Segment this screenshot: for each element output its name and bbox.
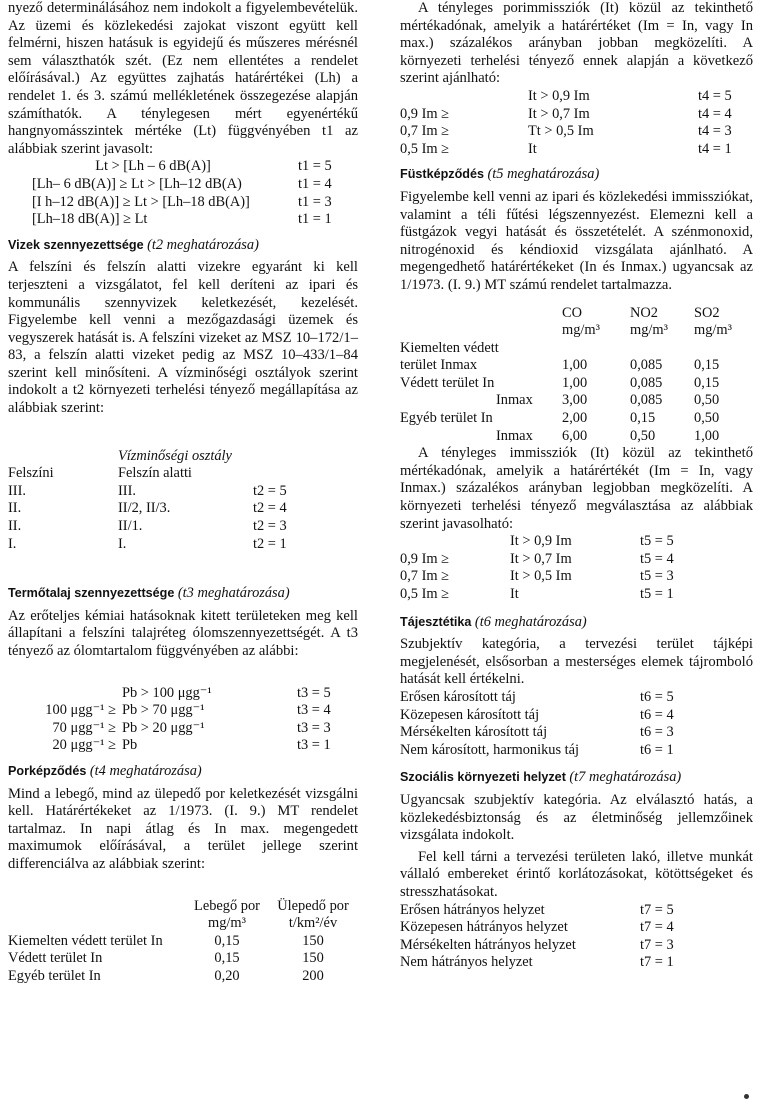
landscape-label: Közepesen károsított táj	[400, 706, 540, 723]
smoke-factor-cell	[400, 533, 510, 551]
dust-cell: 0,20	[214, 967, 240, 984]
smoke-col-unit: mg/m³	[630, 322, 668, 339]
water-cell: III.	[118, 482, 136, 499]
dust-paragraph: Mind a lebegő, mind az ülepedő por keletkezését vizsgálni kell. Határértékeket az 1/1973. (I. 9.) MT rendelet tartalmaz. In napi átlag és In max. megengedett maximumok előírásával, a terület jellege szerint differenciálva az alábbiak szerint:	[8, 785, 358, 872]
soil-subtitle: (t3 meghatározása)	[177, 585, 290, 602]
noise-condition: Lt > [Lh – 6 dB(A)]	[95, 158, 211, 175]
water-cell: III.	[8, 482, 26, 499]
dust-factor-table	[400, 88, 750, 158]
landscape-row	[400, 742, 750, 760]
noise-condition: [Lh–18 dB(A)] ≥ Lt	[32, 211, 148, 228]
dust-factor-value: t4 = 3	[698, 123, 732, 140]
noise-value: t1 = 1	[298, 211, 332, 228]
social-value: t7 = 3	[640, 936, 674, 953]
smoke-factor-cell: 0,7 Im ≥	[400, 568, 450, 585]
dust-col-header: Lebegő por	[194, 897, 260, 914]
dust-factor-cell	[400, 88, 528, 106]
smoke-factor-row	[400, 586, 750, 604]
smoke-row-label: Egyéb terület In	[400, 410, 493, 427]
water-title: Vizek szennyezettsége	[8, 237, 144, 252]
smoke-title: Füstképződés	[400, 167, 484, 182]
smoke-row	[400, 357, 753, 375]
smoke-cell: 1,00	[562, 357, 588, 374]
landscape-paragraph: Szubjektív kategória, a tervezési terület tájképi megjelenését, elsősorban a mesterséges elemek tájromboló hatását kell értékelni.	[400, 636, 753, 688]
smoke-factor-table	[400, 533, 750, 603]
water-row	[8, 518, 358, 536]
soil-lead-table	[8, 685, 358, 755]
dust-row-label: Védett terület In	[8, 950, 103, 967]
smoke-cell: 0,15	[630, 410, 656, 427]
social-label: Nem hátrányos helyzet	[400, 954, 533, 971]
dust-immission-paragraph: A tényleges porimmissziók (It) közül az tekinthető mértékadónak, amelyik a határértéket (Im = In, vagy In max.) százalékos arányban jobban megközelíti. A környezeti terhelési tényező ennek alapján a következő szerint ajánlható:	[400, 0, 753, 87]
smoke-paragraph-2: A tényleges immissziók (It) közül az tekinthető mértékadónak, amelyik a határértékét (Im = In, vagy Inmax.) százalékos arányban legjobban megközelíti. A környezeti terhelési tényező megválasztása az alábbiak szerint javasolható:	[400, 445, 753, 532]
dust-factor-cell: 0,5 Im ≥	[400, 140, 450, 157]
dust-factor-cell: It > 0,9 Im	[528, 87, 590, 104]
smoke-factor-cell: It > 0,7 Im	[510, 550, 572, 567]
noise-intro-paragraph: nyező determinálásához nem indokolt a figyelembevételük. Az üzemi és közlekedési zajokat viszont együtt kell felmérni, hiszen hatásuk is egyidejű és műszeres mérésnél sem választhatók szét. (Ez nem ellentétes a rendelet előírásával.) Az együttes zajhatás határértékei (Lh) a rendelet 1. és 3. számú mellékletének összegezése alapján számíthatók. A ténylegesen mért egyenértékű hangnyomásszintek mértéke (Lt) függvényében t1 az alábbiak szerint javasolt:	[8, 0, 358, 157]
water-value: t2 = 5	[253, 482, 287, 499]
dust-row-label: Egyéb terület In	[8, 967, 101, 984]
noise-row	[8, 176, 358, 194]
social-label: Közepesen hátrányos helyzet	[400, 919, 568, 936]
landscape-row	[400, 707, 750, 725]
smoke-row	[400, 410, 753, 428]
smoke-cell: 0,50	[694, 410, 720, 427]
landscape-label: Mérsékelten károsított táj	[400, 724, 548, 741]
dust-factor-cell: Tt > 0,5 Im	[528, 123, 594, 140]
water-row	[8, 500, 358, 518]
water-value: t2 = 1	[253, 535, 287, 552]
water-table-caption: Vízminőségi osztály	[118, 447, 232, 464]
smoke-col-unit: mg/m³	[562, 322, 600, 339]
section-heading-dust	[8, 763, 358, 781]
soil-row	[8, 702, 358, 720]
dust-subtitle: (t4 meghatározása)	[89, 762, 202, 779]
dust-factor-row	[400, 141, 750, 159]
noise-value: t1 = 3	[298, 193, 332, 210]
landscape-row	[400, 689, 750, 707]
smoke-cell: 0,085	[630, 357, 663, 374]
smoke-subtitle: (t5 meghatározása)	[487, 166, 600, 183]
section-heading-smoke	[400, 166, 753, 184]
water-cell: I.	[118, 535, 127, 552]
social-label: Erősen hátrányos helyzet	[400, 901, 545, 918]
water-cell: II.	[8, 500, 22, 517]
soil-title: Termőtalaj szennyezettsége	[8, 586, 175, 601]
section-heading-water	[8, 237, 358, 255]
smoke-factor-value: t5 = 3	[640, 568, 674, 585]
social-row	[400, 954, 750, 972]
dust-factor-cell: 0,7 Im ≥	[400, 123, 450, 140]
dust-factor-cell: It	[528, 140, 537, 157]
water-col-header-surface: Felszíni	[8, 465, 54, 482]
dust-cell: 0,15	[214, 950, 240, 967]
social-title: Szociális környezeti helyzet	[400, 770, 566, 785]
smoke-cell: 0,15	[694, 357, 720, 374]
dust-row	[8, 950, 358, 968]
soil-cell: Pb	[122, 737, 138, 754]
noise-condition: [I h–12 dB(A)] ≥ Lt > [Lh–18 dB(A)]	[32, 193, 250, 210]
water-value: t2 = 3	[253, 518, 287, 535]
landscape-value: t6 = 1	[640, 741, 674, 758]
smoke-factor-cell: It > 0,9 Im	[510, 533, 572, 550]
smoke-cell	[694, 340, 753, 358]
smoke-factor-cell: It	[510, 586, 519, 602]
smoke-cell: 6,00	[562, 427, 588, 444]
smoke-row	[400, 428, 753, 446]
smoke-cell: 2,00	[562, 410, 588, 427]
dust-row	[8, 968, 358, 986]
water-paragraph: A felszíni és felszín alatti vizekre egyaránt ki kell terjeszteni a vizsgálatot, fel kell deríteni az ipari és kommunális szennyvizek keletkezését, kezelését. Figyelembe kell venni a mezőgazdasági üzemek és vegyszerek hatását is. A felszíni vizeket az MSZ 10–172/1–83, a felszín alatti vizeket pedig az MSZ 10–433/1–84 szerint kell minősíteni. A vízminőségi osztályok szerint indokolt a t2 környezeti terhelési tényező megállapítása az alábbiak szerint:	[8, 259, 358, 417]
smoke-col-header: NO2	[630, 304, 658, 321]
page-corner-mark	[744, 1094, 749, 1099]
water-col-header-ground: Felszín alatti	[118, 465, 192, 482]
social-value: t7 = 1	[640, 954, 674, 971]
dust-title: Porképződés	[8, 763, 87, 778]
soil-value: t3 = 5	[297, 684, 331, 701]
water-cell: II/1.	[118, 518, 143, 535]
water-row	[8, 536, 358, 554]
smoke-paragraph: Figyelembe kell venni az ipari és közlekedési immissziókat, valamint a téli fűtési légszennyezést. Elemezni kell a füstgázok vegyi hatását és összetételét. A szénmonoxid, nitrogénoxid és kéndioxid vizsgálata ajánlható. A megengedhető határértékeket (In és Inmax.) ugyancsak az 1/1973. (I. 9.) MT számú rendelet tartalmazza.	[400, 188, 753, 293]
smoke-factor-value: t5 = 5	[640, 533, 674, 550]
landscape-row	[400, 724, 750, 742]
social-value: t7 = 4	[640, 919, 674, 936]
smoke-cell: 3,00	[562, 392, 588, 409]
soil-cell: 70 μgg⁻¹ ≥	[52, 719, 116, 736]
water-row	[8, 483, 358, 501]
section-heading-landscape	[400, 614, 753, 632]
smoke-factor-row	[400, 568, 750, 586]
smoke-row	[400, 340, 753, 358]
soil-value: t3 = 1	[297, 737, 331, 754]
dust-factor-row	[400, 123, 750, 141]
smoke-cell: 0,50	[630, 427, 656, 444]
social-row	[400, 937, 750, 955]
water-quality-table	[8, 448, 358, 554]
soil-cell: 100 μgg⁻¹ ≥	[45, 702, 116, 719]
landscape-factor-table	[400, 689, 750, 759]
dust-factor-cell: 0,9 Im ≥	[400, 105, 450, 122]
smoke-cell: 0,085	[630, 374, 663, 391]
smoke-row	[400, 375, 753, 393]
social-factor-table	[400, 902, 750, 972]
water-value: t2 = 4	[253, 500, 287, 517]
section-heading-soil	[8, 585, 358, 603]
soil-row	[8, 720, 358, 738]
dust-factor-value: t4 = 5	[698, 87, 732, 104]
smoke-factor-cell: It > 0,5 Im	[510, 568, 572, 585]
smoke-cell: 1,00	[694, 427, 720, 444]
smoke-factor-row	[400, 551, 750, 569]
noise-value: t1 = 4	[298, 175, 332, 192]
smoke-cell: 0,085	[630, 392, 663, 409]
smoke-cell: 0,15	[694, 374, 720, 391]
soil-cell	[8, 685, 116, 703]
dust-factor-cell: It > 0,7 Im	[528, 105, 590, 122]
section-heading-social	[400, 769, 753, 787]
dust-row	[8, 933, 358, 951]
soil-row	[8, 685, 358, 703]
dust-factor-row	[400, 106, 750, 124]
soil-cell: Pb > 20 μgg⁻¹	[122, 719, 205, 736]
smoke-row-label: Védett terület In	[400, 374, 495, 391]
landscape-value: t6 = 3	[640, 724, 674, 741]
landscape-label: Nem károsított, harmonikus táj	[400, 741, 580, 758]
smoke-cell	[562, 340, 630, 358]
social-paragraph-2: Fel kell tárni a tervezési területen lakó, illetve munkát vállaló embereket érintő korlátozásokat, kötöttségeket és stresszhatásokat.	[400, 848, 753, 900]
social-subtitle: (t7 meghatározása)	[569, 769, 682, 786]
smoke-cell: 1,00	[562, 374, 588, 391]
noise-value: t1 = 5	[298, 158, 332, 175]
landscape-title: Tájesztétika	[400, 614, 472, 629]
dust-col-header: Ülepedő por	[277, 897, 349, 914]
dust-cell: 200	[302, 967, 324, 984]
smoke-col-header: SO2	[694, 304, 720, 321]
dust-cell: 150	[302, 950, 324, 967]
soil-value: t3 = 4	[297, 702, 331, 719]
soil-cell: Pb > 70 μgg⁻¹	[122, 702, 205, 719]
noise-row	[8, 194, 358, 212]
smoke-factor-value: t5 = 4	[640, 550, 674, 567]
noise-row	[8, 211, 358, 229]
social-value: t7 = 5	[640, 901, 674, 918]
smoke-row-label: Kiemelten védett	[400, 339, 499, 356]
smoke-col-header: CO	[562, 304, 582, 321]
water-cell: II.	[8, 518, 22, 535]
dust-factor-value: t4 = 4	[698, 105, 732, 122]
water-subtitle: (t2 meghatározása)	[147, 236, 259, 253]
social-row	[400, 902, 750, 920]
water-cell: I.	[8, 535, 17, 552]
smoke-factor-row	[400, 533, 750, 551]
right-column	[400, 0, 753, 972]
soil-row	[8, 737, 358, 755]
dust-col-unit: t/km²/év	[288, 915, 338, 932]
soil-cell: Pb > 100 μgg⁻¹	[122, 684, 212, 701]
dust-row-label: Kiemelten védett terület In	[8, 932, 163, 949]
left-column	[8, 0, 358, 986]
smoke-cell: 0,50	[694, 392, 720, 409]
smoke-cell	[630, 340, 694, 358]
dust-cell: 0,15	[214, 932, 240, 949]
landscape-value: t6 = 4	[640, 706, 674, 723]
soil-cell: 20 μgg⁻¹ ≥	[52, 737, 116, 754]
noise-row	[8, 158, 358, 176]
noise-criteria-table	[8, 158, 358, 228]
soil-paragraph: Az erőteljes kémiai hatásoknak kitett területeken meg kell állapítani a felszíni talajréteg ólomszennyezettségét. A t3 tényező az ólomtartalom függvényében az alábbi:	[8, 607, 358, 659]
smoke-factor-value: t5 = 1	[640, 586, 674, 602]
landscape-value: t6 = 5	[640, 688, 674, 705]
dust-cell: 150	[302, 932, 324, 949]
social-row	[400, 919, 750, 937]
dust-factor-value: t4 = 1	[698, 140, 732, 157]
landscape-subtitle: (t6 meghatározása)	[474, 613, 587, 630]
smoke-row-label: terület Inmax	[400, 357, 478, 374]
dust-limits-table	[8, 898, 358, 986]
smoke-limits-table	[400, 305, 753, 446]
smoke-row	[400, 392, 753, 410]
smoke-factor-cell: 0,9 Im ≥	[400, 550, 450, 567]
social-label: Mérsékelten hátrányos helyzet	[400, 936, 576, 953]
dust-col-unit: mg/m³	[208, 915, 246, 932]
noise-condition: [Lh– 6 dB(A)] ≥ Lt > [Lh–12 dB(A)	[32, 175, 242, 192]
social-paragraph: Ugyancsak szubjektív kategória. Az elválasztó hatás, a közlekedésbiztonság és az életminőség jellemzőinek vizsgálata indokolt.	[400, 791, 753, 844]
dust-factor-row	[400, 88, 750, 106]
smoke-row-label: Inmax	[496, 427, 533, 444]
landscape-label: Erősen károsított táj	[400, 688, 516, 705]
smoke-row-label: Inmax	[496, 392, 533, 409]
water-cell: II/2, II/3.	[118, 500, 171, 517]
smoke-factor-cell: 0,5 Im ≥	[400, 586, 450, 602]
smoke-col-unit: mg/m³	[694, 322, 732, 339]
soil-value: t3 = 3	[297, 719, 331, 736]
